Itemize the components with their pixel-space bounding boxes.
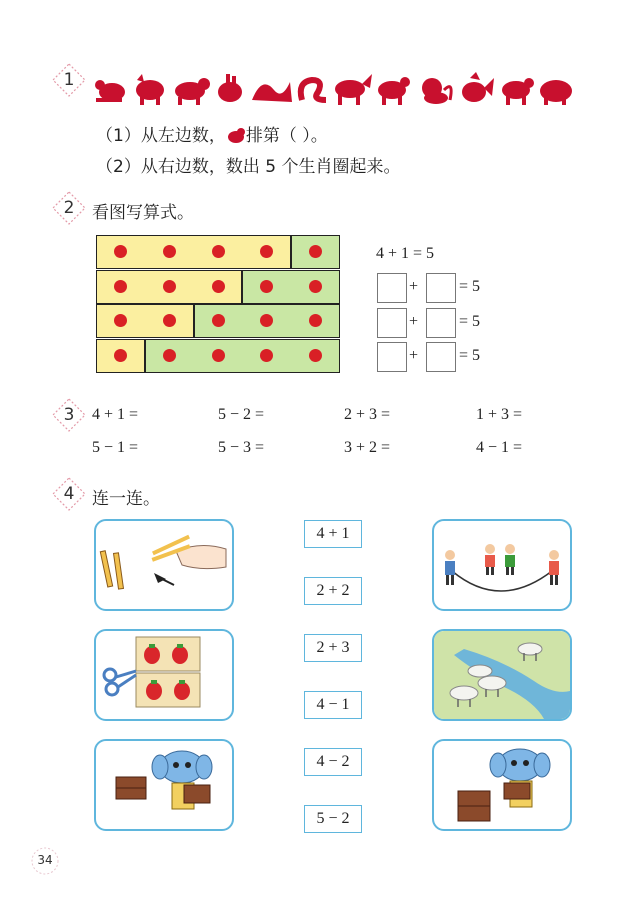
exercise-item: 4 + 1 = [92, 406, 139, 423]
grid-row [96, 304, 340, 338]
card-children-jumping-rope[interactable] [432, 519, 572, 611]
tiger-icon [175, 78, 210, 105]
goat-icon [378, 77, 410, 105]
equals-five: = 5 [459, 278, 481, 295]
red-dot [163, 349, 176, 362]
page-number: 34 [37, 853, 53, 867]
red-dot [260, 349, 273, 362]
expression-box[interactable]: 4 − 1 [304, 691, 362, 719]
expression-box[interactable]: 4 + 1 [304, 520, 362, 548]
exercise-item: 3 + 2 = [344, 439, 391, 456]
rooster-icon [462, 72, 494, 102]
exercise-item: 2 + 3 = [344, 406, 391, 423]
card-elephant-box[interactable] [432, 739, 572, 831]
dog-icon [502, 78, 534, 105]
rat-icon [95, 80, 125, 102]
page-number-badge [26, 846, 64, 876]
answer-box[interactable] [426, 273, 456, 303]
answer-box[interactable] [426, 342, 456, 372]
red-dot [309, 349, 322, 362]
question-4-title: 连一连。 [92, 489, 160, 509]
red-dot [260, 280, 273, 293]
exercise-item: 4 − 1 = [476, 439, 523, 456]
red-dot [212, 314, 225, 327]
exercise-item: 5 − 2 = [218, 406, 265, 423]
expression-box[interactable]: 4 − 2 [304, 748, 362, 776]
tiger-icon [226, 126, 246, 144]
equals-five: = 5 [459, 313, 481, 330]
zodiac-animals-row [92, 70, 578, 110]
expression-box[interactable]: 2 + 3 [304, 634, 362, 662]
elephant-box-picture [434, 741, 570, 829]
red-dot [309, 245, 322, 258]
exercise-item: 1 + 3 = [476, 406, 523, 423]
yellow-segment [96, 304, 194, 338]
question-3-number: 3 [52, 398, 86, 432]
scissors-strawberries-picture [96, 631, 232, 719]
pig-icon [540, 80, 572, 105]
red-dot [114, 349, 127, 362]
red-dot [309, 314, 322, 327]
horse-icon [335, 74, 372, 105]
elephant-boxes-picture [96, 741, 232, 829]
red-dot [309, 280, 322, 293]
pencils-hand-picture [96, 521, 232, 609]
question-1-number: 1 [52, 63, 86, 97]
grid-row [96, 235, 340, 269]
question-4-number: 4 [52, 477, 86, 511]
grid-row [96, 270, 340, 304]
card-elephant-boxes[interactable] [94, 739, 234, 831]
red-dot [163, 314, 176, 327]
green-segment [242, 270, 340, 304]
red-dot [212, 349, 225, 362]
question-2-number: 2 [52, 191, 86, 225]
question-1-line-2: （2）从右边数，数出 5 个生肖圈起来。 [96, 157, 401, 177]
snake-icon [301, 80, 326, 100]
equals-five: = 5 [459, 347, 481, 364]
exercise-item: 5 − 1 = [92, 439, 139, 456]
question-1-line-1: （1）从左边数， 排第（ ）。 [96, 126, 328, 146]
answer-box[interactable] [377, 308, 407, 338]
card-goats-river[interactable] [432, 629, 572, 721]
red-dot [114, 280, 127, 293]
children-jumping-rope-picture [434, 521, 570, 609]
red-dot [114, 314, 127, 327]
goats-river-picture [434, 631, 570, 719]
expression-box[interactable]: 5 − 2 [304, 805, 362, 833]
card-scissors-strawberries[interactable] [94, 629, 234, 721]
exercise-item: 5 − 3 = [218, 439, 265, 456]
ox-icon [136, 74, 164, 105]
monkey-icon [422, 78, 451, 104]
dragon-icon [252, 82, 292, 102]
expression-box[interactable]: 2 + 2 [304, 577, 362, 605]
red-dot [163, 280, 176, 293]
rabbit-icon [218, 74, 242, 102]
red-dot [212, 280, 225, 293]
red-dot [163, 245, 176, 258]
example-equation: 4 + 1 = 5 [376, 245, 435, 262]
grid-row [96, 339, 340, 373]
answer-box[interactable] [377, 273, 407, 303]
plus-sign: + [409, 313, 419, 330]
plus-sign: + [409, 278, 419, 295]
answer-box[interactable] [377, 342, 407, 372]
card-pencils-hand[interactable] [94, 519, 234, 611]
plus-sign: + [409, 347, 419, 364]
red-dot [212, 245, 225, 258]
answer-box[interactable] [426, 308, 456, 338]
red-dot [114, 245, 127, 258]
question-2-title: 看图写算式。 [92, 203, 194, 223]
